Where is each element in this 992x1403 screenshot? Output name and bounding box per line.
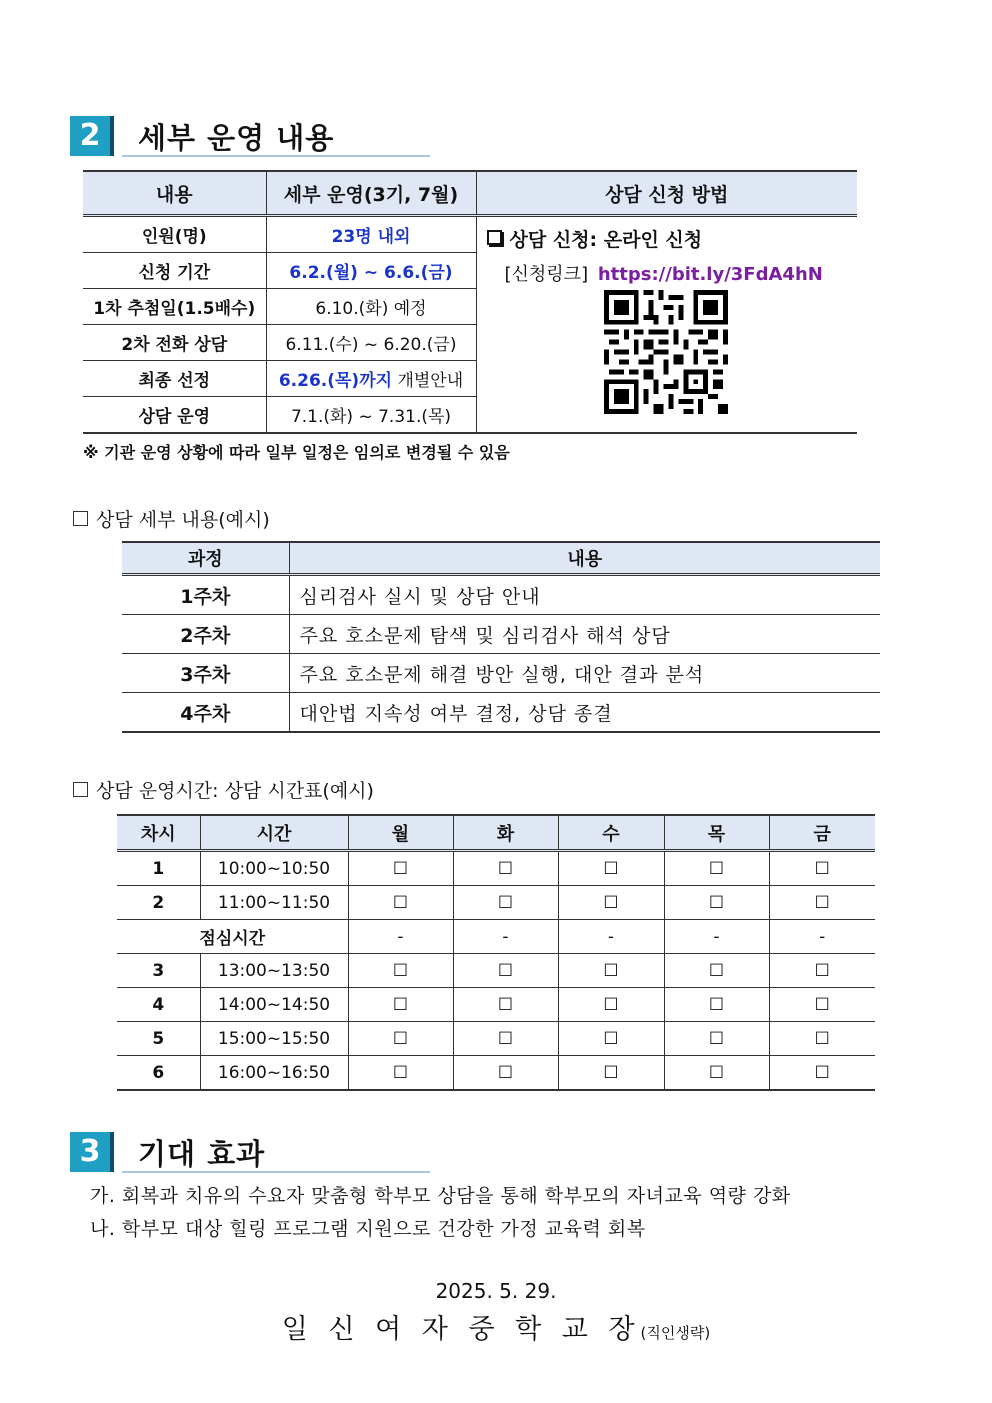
- slot-checkbox[interactable]: ☐: [769, 988, 875, 1022]
- row-value-highlight: 6.26.(목)까지: [278, 371, 393, 391]
- slot-checkbox[interactable]: ☐: [453, 851, 558, 886]
- slot-checkbox[interactable]: ☐: [558, 886, 664, 920]
- table-row: [117, 954, 875, 988]
- slot-checkbox[interactable]: ☐: [453, 954, 558, 988]
- apply-link-row: [477, 260, 858, 286]
- header-apply-method: 상담 신청 방법: [476, 171, 857, 216]
- operation-table: [83, 170, 857, 434]
- row-value: 6.10.(화) 예정: [266, 289, 476, 325]
- content-cell: 주요 호소문제 해결 방안 실행, 대안 결과 분석: [289, 654, 880, 693]
- header-content: 내용: [83, 171, 266, 216]
- row-value: 6.11.(수) ~ 6.20.(금): [266, 325, 476, 361]
- header-mon: 월: [348, 815, 453, 851]
- content-cell: 심리검사 실시 및 상담 안내: [289, 575, 880, 615]
- section-3-title: 기대 효과: [138, 1137, 266, 1171]
- session-time: 13:00~13:50: [200, 954, 348, 988]
- seal-note: (직인생략): [640, 1324, 711, 1342]
- signer: 일 신 여 자 중 학 교 장: [281, 1314, 641, 1345]
- content-cell: 주요 호소문제 탐색 및 심리검사 해석 상담: [289, 615, 880, 654]
- table-row: [122, 615, 880, 654]
- row-value: 7.1.(화) ~ 7.31.(목): [266, 397, 476, 434]
- lunch-dash: -: [558, 920, 664, 954]
- timetable: [117, 814, 875, 1091]
- slot-checkbox[interactable]: ☐: [769, 1056, 875, 1091]
- session-number: 1: [117, 851, 200, 886]
- table-row: [122, 575, 880, 615]
- row-value-rest: 개별안내: [392, 371, 464, 391]
- row-label: 1차 추첨일(1.5배수): [83, 289, 266, 325]
- slot-checkbox[interactable]: ☐: [453, 988, 558, 1022]
- section-2-underline: [122, 155, 430, 157]
- session-time: 14:00~14:50: [200, 988, 348, 1022]
- lunch-dash: -: [664, 920, 769, 954]
- slot-checkbox[interactable]: ☐: [348, 988, 453, 1022]
- effect-item: 나. 학부모 대상 힐링 프로그램 지원으로 건강한 가정 교육력 회복: [90, 1218, 646, 1240]
- signature-row: [0, 1307, 992, 1346]
- slot-checkbox[interactable]: ☐: [664, 954, 769, 988]
- slot-checkbox[interactable]: ☐: [558, 954, 664, 988]
- slot-checkbox[interactable]: ☐: [348, 954, 453, 988]
- week-cell: 1주차: [122, 575, 289, 615]
- slot-checkbox[interactable]: ☐: [769, 1022, 875, 1056]
- slot-checkbox[interactable]: ☐: [348, 1022, 453, 1056]
- section-3-number: 3: [70, 1132, 114, 1172]
- empty-square-icon: [73, 511, 88, 526]
- slot-checkbox[interactable]: ☐: [348, 851, 453, 886]
- table-row: [117, 851, 875, 886]
- empty-square-icon: [73, 782, 88, 797]
- details-table: [122, 541, 880, 733]
- session-time: 15:00~15:50: [200, 1022, 348, 1056]
- session-number: 6: [117, 1056, 200, 1091]
- table-row: [117, 1056, 875, 1091]
- lunch-dash: -: [453, 920, 558, 954]
- session-time: 16:00~16:50: [200, 1056, 348, 1091]
- table-row: [117, 988, 875, 1022]
- session-time: 10:00~10:50: [200, 851, 348, 886]
- week-cell: 3주차: [122, 654, 289, 693]
- session-number: 3: [117, 954, 200, 988]
- header-detail: 세부 운영(3기, 7월): [266, 171, 476, 216]
- document-date: 2025. 5. 29.: [435, 1279, 557, 1303]
- slot-checkbox[interactable]: ☐: [558, 1056, 664, 1091]
- slot-checkbox[interactable]: ☐: [664, 1022, 769, 1056]
- header-wed: 수: [558, 815, 664, 851]
- schedule-heading: 상담 운영시간: 상담 시간표(예시): [96, 780, 374, 802]
- slot-checkbox[interactable]: ☐: [453, 1056, 558, 1091]
- header-content: 내용: [289, 542, 880, 575]
- apply-title: 상담 신청: 온라인 신청: [509, 229, 703, 251]
- apply-link[interactable]: https://bit.ly/3FdA4hN: [597, 264, 823, 285]
- schedule-note: ※ 기관 운영 상황에 따라 일부 일정은 임의로 변경될 수 있음: [83, 443, 510, 462]
- row-label: 2차 전화 상담: [83, 325, 266, 361]
- apply-title-row: [477, 225, 858, 252]
- week-cell: 2주차: [122, 615, 289, 654]
- slot-checkbox[interactable]: ☐: [348, 886, 453, 920]
- row-value: [266, 361, 476, 397]
- lunch-dash: -: [769, 920, 875, 954]
- slot-checkbox[interactable]: ☐: [558, 851, 664, 886]
- lunch-label: 점심시간: [117, 920, 348, 954]
- row-label: 최종 선정: [83, 361, 266, 397]
- lunch-row: [117, 920, 875, 954]
- details-heading-row: [73, 505, 270, 532]
- header-session: 차시: [117, 815, 200, 851]
- slot-checkbox[interactable]: ☐: [769, 886, 875, 920]
- row-label: 상담 운영: [83, 397, 266, 434]
- header-time: 시간: [200, 815, 348, 851]
- section-3-underline: [122, 1171, 430, 1173]
- schedule-heading-row: [73, 776, 374, 803]
- qr-code-icon[interactable]: [604, 290, 728, 414]
- section-2-number: 2: [70, 116, 114, 156]
- effect-item: 가. 회복과 치유의 수요자 맞춤형 학부모 상담을 통해 학부모의 자녀교육 역량 강화: [90, 1185, 791, 1207]
- row-value: 23명 내외: [266, 216, 476, 253]
- header-course: 과정: [122, 542, 289, 575]
- table-row: [122, 693, 880, 733]
- row-label: 인원(명): [83, 216, 266, 253]
- details-heading: 상담 세부 내용(예시): [96, 509, 270, 531]
- header-tue: 화: [453, 815, 558, 851]
- table-row: [122, 654, 880, 693]
- header-fri: 금: [769, 815, 875, 851]
- slot-checkbox[interactable]: ☐: [558, 1022, 664, 1056]
- checkbox-bullet-icon: [487, 230, 502, 245]
- week-cell: 4주차: [122, 693, 289, 733]
- lunch-dash: -: [348, 920, 453, 954]
- table-row: [117, 886, 875, 920]
- row-value: 6.2.(월) ~ 6.6.(금): [266, 253, 476, 289]
- apply-link-label: [신청링크]: [504, 264, 589, 285]
- slot-checkbox[interactable]: ☐: [453, 1022, 558, 1056]
- slot-checkbox[interactable]: ☐: [453, 886, 558, 920]
- slot-checkbox[interactable]: ☐: [769, 851, 875, 886]
- slot-checkbox[interactable]: ☐: [558, 988, 664, 1022]
- slot-checkbox[interactable]: ☐: [664, 886, 769, 920]
- slot-checkbox[interactable]: ☐: [664, 988, 769, 1022]
- session-number: 5: [117, 1022, 200, 1056]
- slot-checkbox[interactable]: ☐: [664, 1056, 769, 1091]
- section-2-title: 세부 운영 내용: [138, 121, 335, 155]
- table-row: [117, 1022, 875, 1056]
- slot-checkbox[interactable]: ☐: [664, 851, 769, 886]
- slot-checkbox[interactable]: ☐: [348, 1056, 453, 1091]
- header-thu: 목: [664, 815, 769, 851]
- slot-checkbox[interactable]: ☐: [769, 954, 875, 988]
- row-label: 신청 기간: [83, 253, 266, 289]
- content-cell: 대안법 지속성 여부 결정, 상담 종결: [289, 693, 880, 733]
- session-number: 4: [117, 988, 200, 1022]
- session-time: 11:00~11:50: [200, 886, 348, 920]
- session-number: 2: [117, 886, 200, 920]
